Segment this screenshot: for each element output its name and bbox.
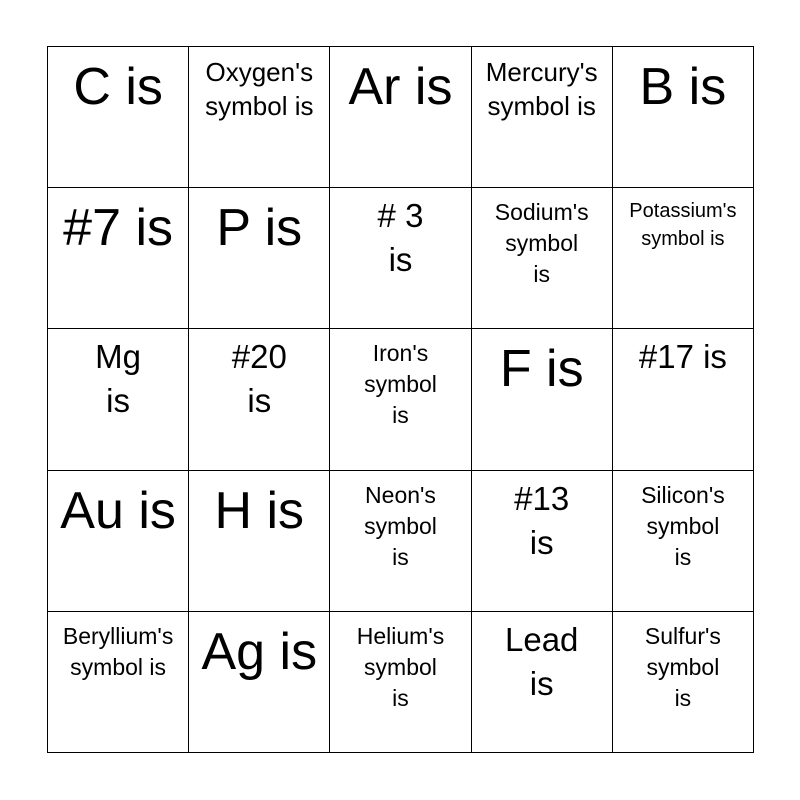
bingo-cell-r5c2[interactable] [189, 612, 330, 753]
cell-text: Oxygen's symbol is [205, 57, 314, 121]
cell-text: Neon's symbol is [364, 481, 437, 570]
cell-text: B is [639, 58, 727, 116]
cell-text: #20 is [231, 338, 287, 420]
cell-text: Ar is [348, 58, 453, 116]
bingo-cell-r3c2[interactable] [189, 329, 330, 470]
bingo-cell-r2c5[interactable] [613, 188, 754, 329]
bingo-board [47, 46, 754, 753]
bingo-cell-r1c3[interactable] [330, 47, 471, 188]
cell-text: Silicon's symbol is [641, 481, 725, 570]
bingo-cell-r3c3[interactable] [330, 329, 471, 470]
bingo-cell-r4c2[interactable] [189, 471, 330, 612]
bingo-cell-r1c5[interactable] [613, 47, 754, 188]
cell-text: F is [499, 340, 584, 399]
bingo-cell-r2c3[interactable] [330, 188, 471, 329]
bingo-cell-r5c4[interactable] [472, 612, 613, 753]
bingo-cell-r5c1[interactable] [48, 612, 189, 753]
cell-text: Lead is [504, 620, 579, 702]
cell-text: #7 is [63, 199, 174, 258]
cell-text: C is [73, 58, 163, 116]
cell-text: Ag is [201, 622, 318, 681]
bingo-cell-r2c1[interactable] [48, 188, 189, 329]
cell-text: P is [216, 199, 303, 258]
cell-text: #17 is [638, 338, 727, 376]
cell-text: Mercury's symbol is [485, 57, 598, 121]
bingo-cell-r3c4[interactable] [472, 329, 613, 470]
bingo-cell-r1c1[interactable] [48, 47, 189, 188]
cell-text: Au is [60, 481, 176, 540]
bingo-cell-r4c4[interactable] [472, 471, 613, 612]
bingo-cell-r4c1[interactable] [48, 471, 189, 612]
bingo-cell-r4c3[interactable] [330, 471, 471, 612]
bingo-cell-r1c2[interactable] [189, 47, 330, 188]
cell-text: Helium's symbol is [356, 622, 445, 711]
cell-text: H is [214, 481, 305, 540]
bingo-cell-r5c5[interactable] [613, 612, 754, 753]
cell-text: Iron's symbol is [364, 340, 437, 429]
bingo-cell-r3c1[interactable] [48, 329, 189, 470]
cell-text: Sulfur's symbol is [644, 622, 721, 711]
cell-text: Potassium's symbol is [629, 200, 737, 251]
bingo-cell-r2c2[interactable] [189, 188, 330, 329]
cell-text: Beryllium's symbol is [62, 622, 174, 680]
bingo-cell-r2c4[interactable] [472, 188, 613, 329]
cell-text: #13 is [514, 479, 570, 561]
bingo-cell-r4c5[interactable] [613, 471, 754, 612]
bingo-cell-r5c3[interactable] [330, 612, 471, 753]
cell-text: Mg is [95, 338, 142, 420]
cell-text: # 3 is [377, 197, 424, 279]
cell-text: Sodium's symbol is [494, 199, 589, 288]
bingo-cell-r3c5[interactable] [613, 329, 754, 470]
bingo-cell-r1c4[interactable] [472, 47, 613, 188]
